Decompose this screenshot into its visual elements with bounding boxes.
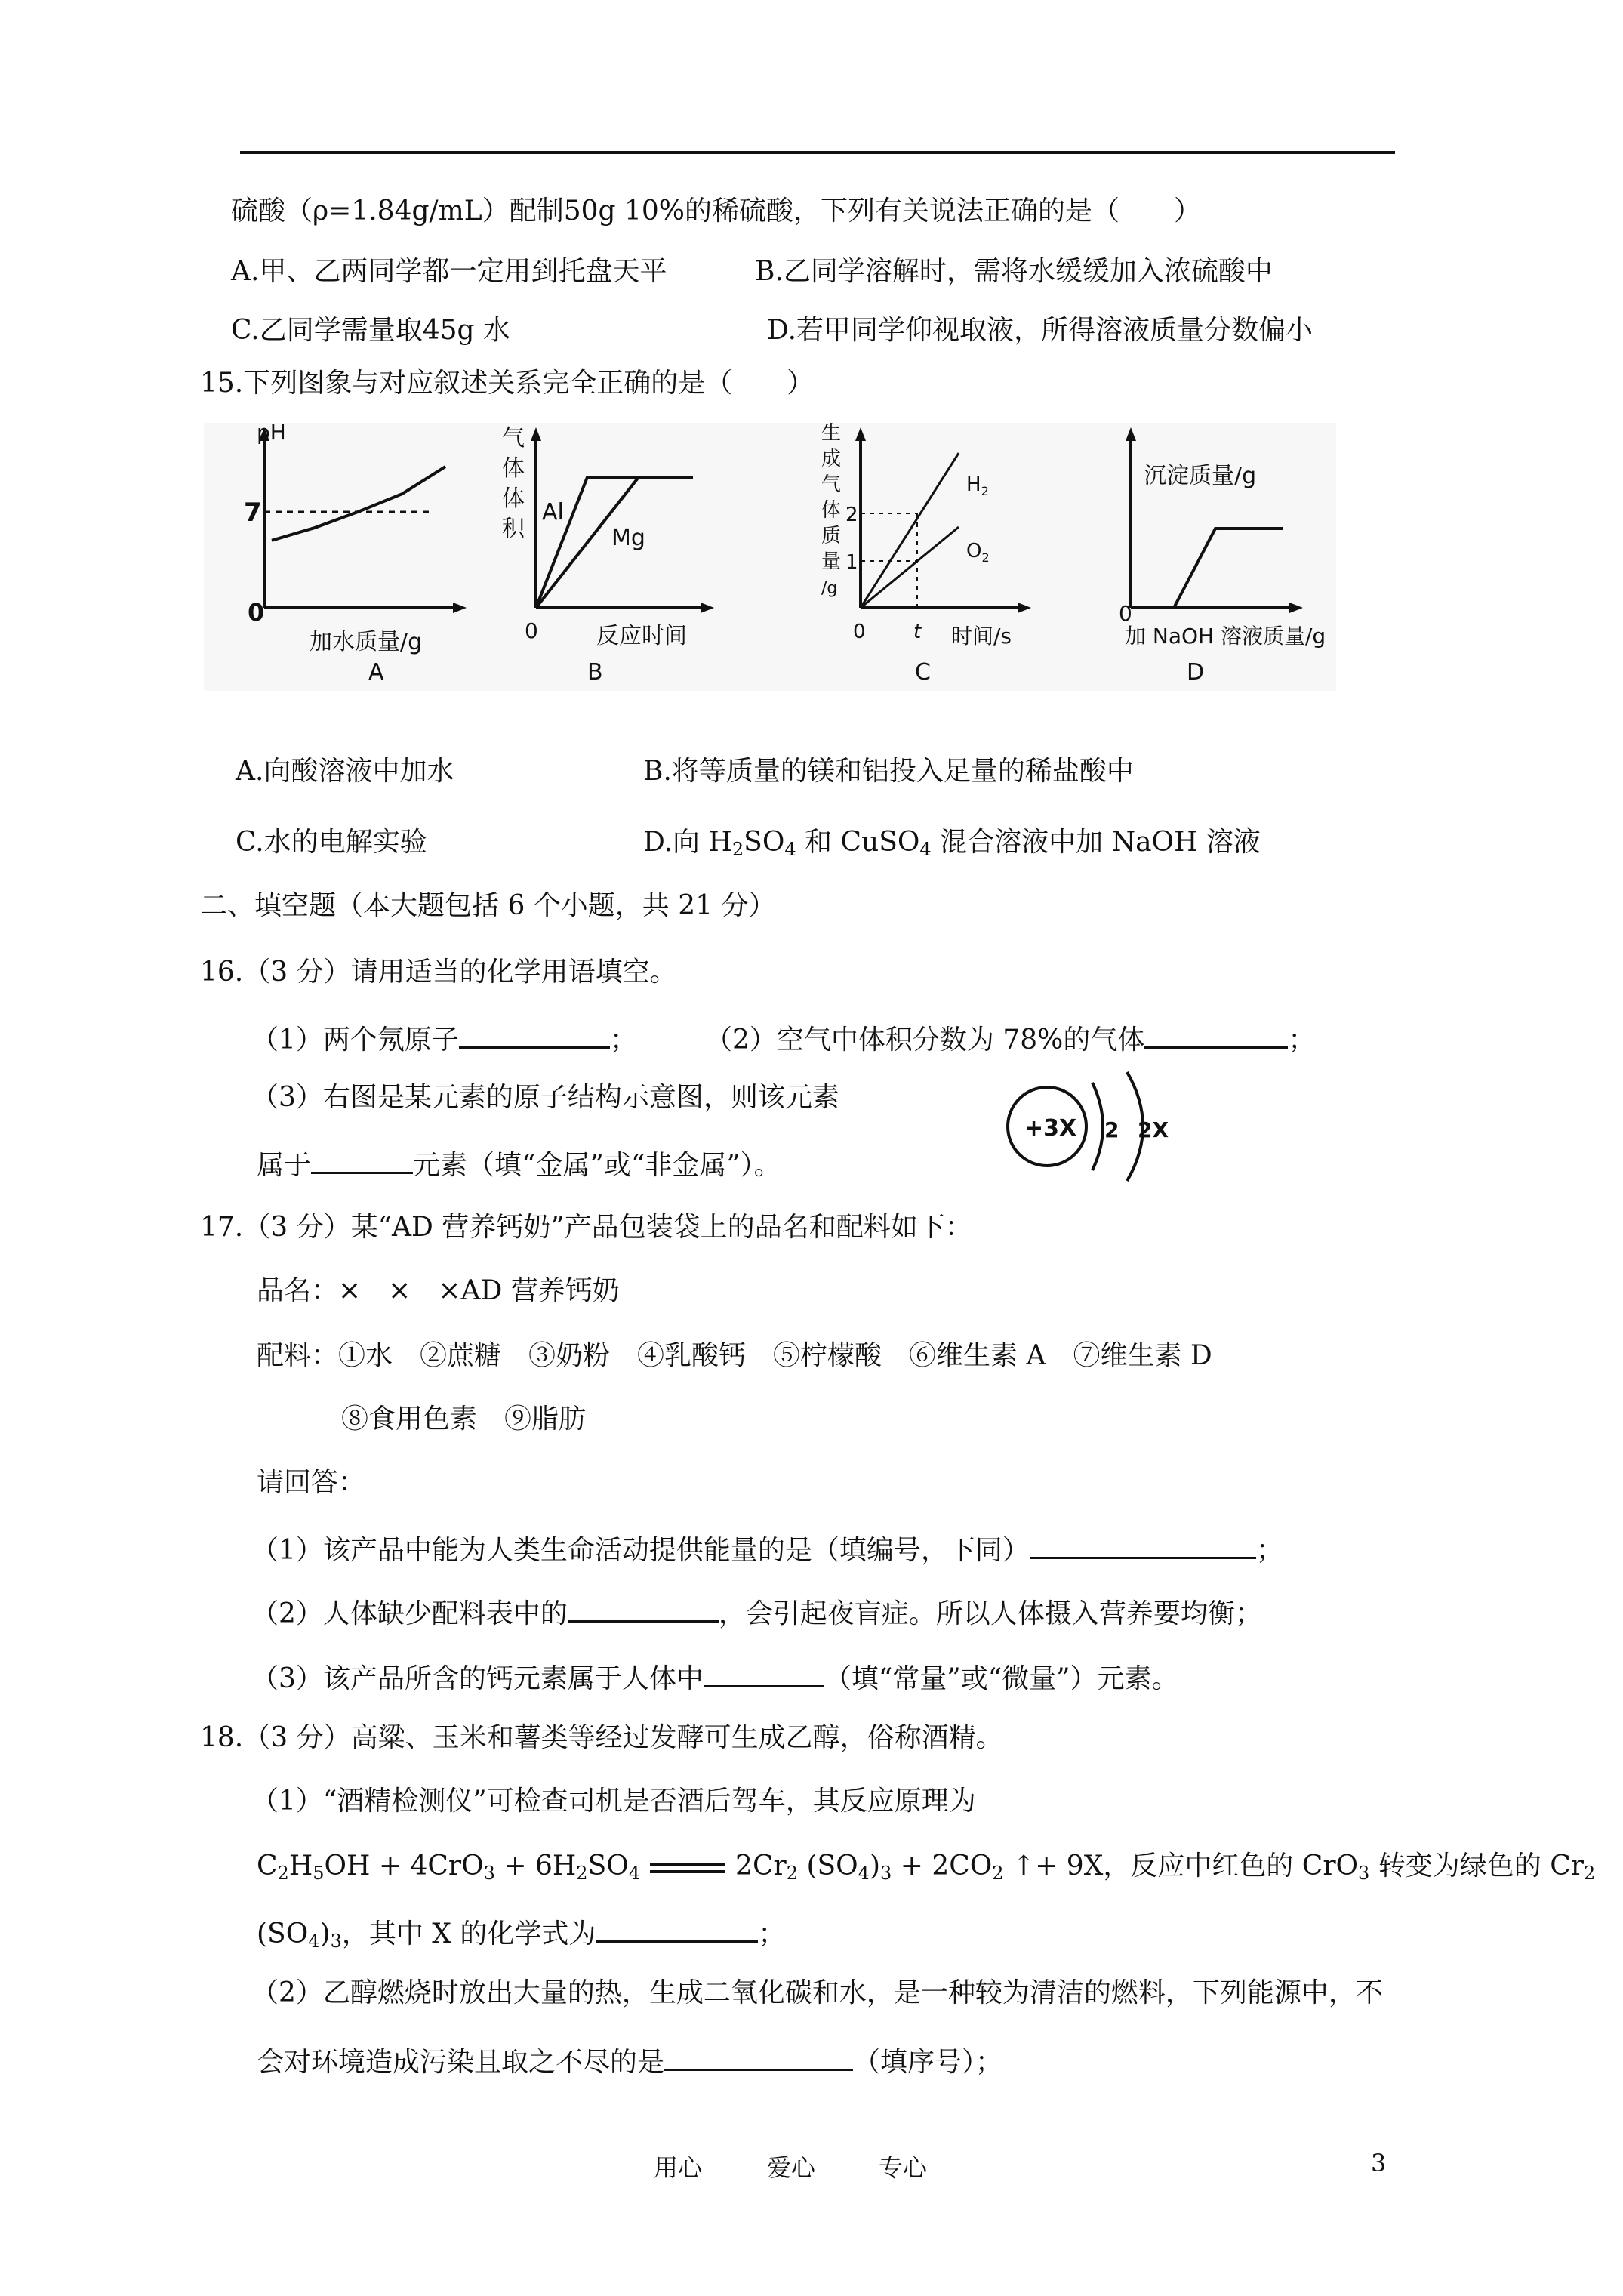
atom-nucleus-charge: +3X	[1024, 1115, 1077, 1142]
q18-equation-cont: $(SO_4)_3$，其中 X 的化学式为 ；	[257, 1913, 785, 1951]
q18-part1: （1）“酒精检测仪”可检查司机是否酒后驾车，其反应原理为	[251, 1786, 976, 1817]
chart-c-caption: C	[915, 659, 931, 686]
chart-a-origin: 0	[248, 598, 265, 627]
chart-c-ylabel-2: 成	[821, 448, 842, 470]
q18-part2-blank	[664, 2042, 853, 2071]
q17-part1-blank	[1030, 1530, 1256, 1559]
chart-c-ylabel-3: 气	[821, 473, 842, 496]
chart-d-origin: 0	[1119, 601, 1132, 626]
q14-option-d: D.若甲同学仰视取液，所得溶液质量分数偏小	[767, 315, 1313, 346]
q15-option-a: A.向酸溶液中加水	[236, 756, 454, 787]
chart-d-caption: D	[1187, 659, 1205, 686]
q18-part2b: 会对环境造成污染且取之不尽的是 （填序号）；	[257, 2042, 1002, 2079]
chart-b-ylabel-3: 体	[502, 485, 525, 512]
q17-part1: （1）该产品中能为人类生命活动提供能量的是（填编号，下同） ；	[251, 1530, 1283, 1567]
q15-stem: 15.下列图象与对应叙述关系完全正确的是（ ）	[200, 368, 815, 399]
footer-text-3: 专心	[879, 2153, 928, 2182]
chart-a-caption: A	[368, 659, 384, 686]
atom-shell-1-count: 2	[1104, 1117, 1119, 1142]
chart-c-tick-t: t	[913, 621, 922, 643]
chart-a-ylabel: pH	[257, 423, 286, 445]
q17-ask: 请回答：	[257, 1467, 366, 1498]
footer-text-2: 爱心	[767, 2153, 816, 2182]
q17-part3-blank	[704, 1658, 824, 1687]
q14-stem: 硫酸（ρ=1.84g/mL）配制50g 10%的稀硫酸，下列有关说法正确的是（ ）	[231, 196, 1202, 227]
q17-product-name: 品名：× × ×AD 营养钙奶	[257, 1275, 620, 1306]
chart-c-ylabel-5: 质	[821, 525, 842, 547]
atom-shell-1	[1092, 1083, 1103, 1170]
q18-part2a: （2）乙醇燃烧时放出大量的热，生成二氧化碳和水，是一种较为清洁的燃料，下列能源中，不	[251, 1977, 1383, 2008]
chart-b-ylabel-4: 积	[502, 516, 525, 542]
q18-stem: 18.（3 分）高粱、玉米和薯类等经过发酵可生成乙醇，俗称酒精。	[200, 1722, 1003, 1753]
chart-b-caption: B	[587, 659, 603, 686]
section-2-heading: 二、填空题（本大题包括 6 个小题，共 21 分）	[200, 890, 776, 921]
chart-d-xlabel: 加 NaOH 溶液质量/g	[1125, 624, 1326, 649]
chart-c-ylabel-1: 生	[821, 423, 842, 445]
q17-part3: （3）该产品所含的钙元素属于人体中 （填“常量”或“微量”）元素。	[251, 1658, 1179, 1696]
q15-option-d: D.向 $H_2SO_4$ 和 CuSO$_4$ 混合溶液中加 NaOH 溶液	[643, 827, 1261, 860]
chart-a-tick-7: 7	[244, 498, 262, 528]
q18-part1-blank	[596, 1913, 758, 1943]
q16-part1-blank	[459, 1019, 610, 1049]
chart-c-series-o2: $O_2$	[966, 540, 990, 565]
chart-b-origin: 0	[525, 618, 538, 643]
q16-stem: 16.（3 分）请用适当的化学用语填空。	[200, 957, 677, 988]
q17-ingredients-1: 配料：①水 ②蔗糖 ③奶粉 ④乳酸钙 ⑤柠檬酸 ⑥维生素 A ⑦维生素 D	[257, 1340, 1212, 1371]
q14-option-c: C.乙同学需量取45g 水	[231, 315, 511, 346]
chart-b-series-mg: Mg	[611, 525, 645, 551]
q17-stem: 17.（3 分）某“AD 营养钙奶”产品包装袋上的品名和配料如下：	[200, 1212, 972, 1243]
footer-text-1: 用心	[654, 2153, 703, 2182]
chart-c-tick-1: 1	[845, 551, 858, 574]
q16-part3b: 属于 元素（填“金属”或“非金属”）。	[257, 1145, 781, 1182]
q15-option-b: B.将等质量的镁和铝投入足量的稀盐酸中	[643, 756, 1134, 787]
chart-d-ylabel: 沉淀质量/g	[1144, 463, 1257, 489]
q14-option-a: A.甲、乙两同学都一定用到托盘天平	[231, 256, 667, 287]
chart-b-series-al: Al	[542, 499, 564, 525]
chart-c-origin: 0	[853, 621, 866, 643]
q16-part1: （1）两个氖原子 ；	[251, 1019, 637, 1057]
q16-part3-blank	[311, 1145, 413, 1174]
chart-b-xlabel: 反应时间	[596, 623, 687, 649]
q15-option-c: C.水的电解实验	[236, 827, 427, 858]
chart-b-ylabel-1: 气	[502, 425, 525, 451]
equation-equals-sign	[646, 1859, 729, 1877]
atom-structure-diagram	[1000, 1066, 1204, 1194]
chart-a-xlabel: 加水质量/g	[310, 629, 423, 655]
q16-part2-blank	[1144, 1019, 1288, 1049]
chart-c-ylabel-4: 体	[821, 499, 842, 522]
q17-part2: （2）人体缺少配料表中的 ，会引起夜盲症。所以人体摄入营养要均衡；	[251, 1593, 1262, 1631]
chart-c-ylabel-7: /g	[821, 579, 838, 598]
atom-shell-2-count: 2X	[1138, 1117, 1169, 1142]
header-rule	[240, 151, 1395, 154]
chart-b-ylabel-2: 体	[502, 455, 525, 482]
q17-ingredients-2: ⑧食用色素 ⑨脂肪	[341, 1404, 587, 1435]
q17-part2-blank	[568, 1593, 719, 1623]
chart-c-series-h2: $H_2$	[966, 473, 989, 498]
chart-c-tick-2: 2	[845, 504, 858, 526]
q15-charts	[204, 423, 1336, 691]
q14-option-b: B.乙同学溶解时，需将水缓缓加入浓硫酸中	[755, 256, 1273, 287]
q16-part2: （2）空气中体积分数为 78%的气体 ；	[705, 1019, 1315, 1057]
q18-equation: $C_2H_5OH + 4CrO_3 + 6H_2SO_4$ $2Cr_2$ $(SO_4)_3 + 2CO_2$ ↑+ 9X，反应中红色的 CrO$_3$ 转变为绿色的 $Cr_2$	[257, 1851, 1596, 1884]
page-number: 3	[1371, 2149, 1387, 2177]
chart-c-ylabel-6: 量	[821, 550, 842, 573]
chart-c-xlabel: 时间/s	[951, 624, 1012, 649]
q16-part3a: （3）右图是某元素的原子结构示意图，则该元素	[251, 1082, 839, 1113]
